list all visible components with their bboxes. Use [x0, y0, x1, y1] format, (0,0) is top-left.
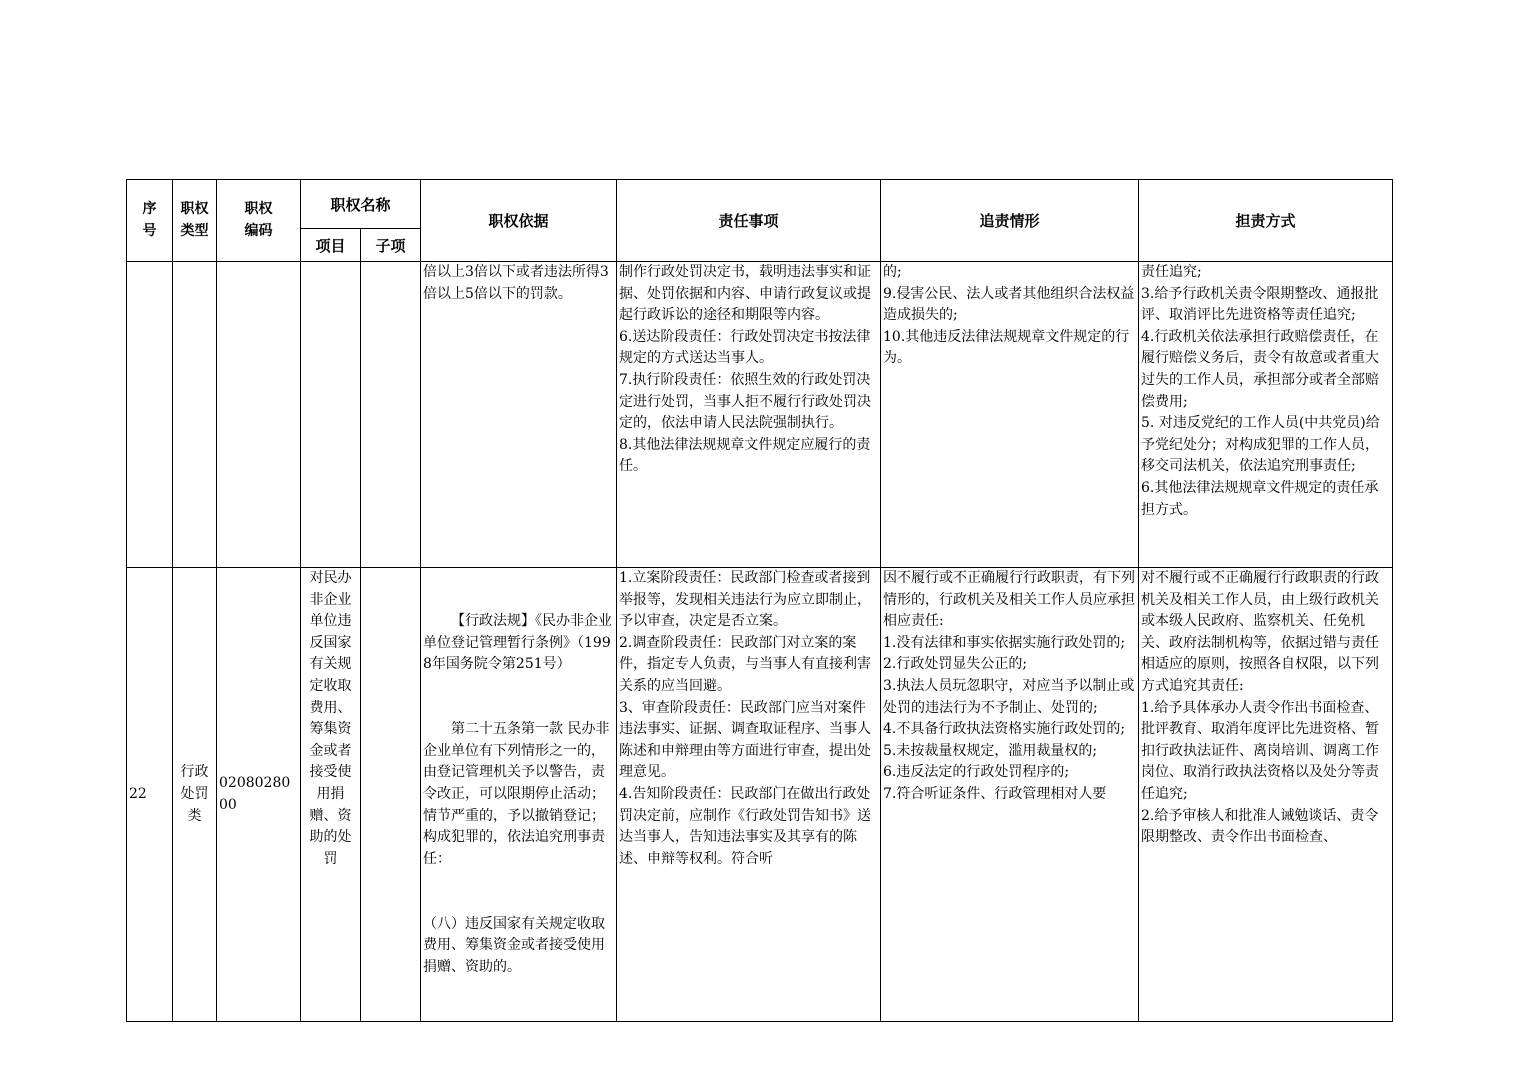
- cell-code: [217, 262, 301, 568]
- cell-seq: [127, 262, 173, 568]
- cell-responsibility: 责任追究; 3.给予行政机关责令限期整改、通报批评、取消评比先进资格等责任追究; 4.行政机关依法承担行政赔偿责任，在履行赔偿义务后，责令有故意或者重大过失的工作人员，承担部分或者全部赔偿费用; 5. 对违反党纪的工作人员(中共党员)给予党纪处分；对构成犯罪的工作人员，移交司法机关，依法追究刑事责任; 6.其他法律法规规章文件规定的责任承担方式。: [1139, 262, 1393, 568]
- table-header-row: [127, 180, 1393, 229]
- powers-responsibility-table: [126, 179, 1393, 1022]
- header-code: 职权 编码: [217, 180, 301, 262]
- header-type: 职权 类型: [173, 180, 217, 262]
- cell-responsibility: 对不履行或不正确履行行政职责的行政机关及相关工作人员，由上级行政机关或本级人民政府、监察机关、任免机关、政府法制机构等，依据过错与责任相适应的原则，按照各自权限，以下列方式追究其责任: 1.给予具体承办人责令作出书面检查、批评教育、取消年度评比先进资格、暂扣行政执法证件、离岗培训、调离工作岗位、取消行政执法资格以及处分等责任追究; 2.给予审核人和批准人诫勉谈话、责令限期整改、责令作出书面检查、: [1139, 568, 1393, 1022]
- cell-subitem: [361, 568, 421, 1022]
- cell-code: 0208028000: [217, 568, 301, 1022]
- cell-type: 行政 处罚 类: [173, 568, 217, 1022]
- basis-paragraph: 第二十五条第一款 民办非企业单位有下列情形之一的，由登记管理机关予以警告，责令改正，可以限期停止活动；情节严重的，予以撤销登记；构成犯罪的，依法追究刑事责任：: [423, 721, 610, 867]
- header-duty: 责任事项: [617, 180, 881, 262]
- table-row: [127, 568, 1393, 1022]
- basis-paragraph: 【行政法规】《民办非企业单位登记管理暂行条例》（1998年国务院令第251号）: [423, 613, 613, 673]
- header-accountability: 追责情形: [881, 180, 1139, 262]
- cell-basis: 倍以上3倍以下或者违法所得3倍以上5倍以下的罚款。: [421, 262, 617, 568]
- cell-item: 对民办非企业单位违反国家有关规定收取费用、筹集资金或者接受使用捐赠、资助的处罚: [301, 568, 361, 1022]
- basis-paragraph: （八）违反国家有关规定收取费用、筹集资金或者接受使用捐赠、资助的。: [423, 915, 606, 975]
- header-seq: 序 号: [127, 180, 173, 262]
- header-subitem: 子项: [361, 229, 421, 262]
- cell-basis: [421, 568, 617, 1022]
- header-basis: 职权依据: [421, 180, 617, 262]
- cell-accountability: 因不履行或不正确履行行政职责，有下列情形的，行政机关及相关工作人员应承担相应责任: 1.没有法律和事实依据实施行政处罚的; 2.行政处罚显失公正的; 3.执法人员玩忽职守，对应当予以制止或处罚的违法行为不予制止、处罚的; 4.不具备行政执法资格实施行政处罚的; 5.未按裁量权规定，滥用裁量权的; 6.违反法定的行政处罚程序的; 7.符合听证条件、行政管理相对人要: [881, 568, 1139, 1022]
- header-responsibility: 担责方式: [1139, 180, 1393, 262]
- cell-accountability: 的; 9.侵害公民、法人或者其他组织合法权益造成损失的; 10.其他违反法律法规规章文件规定的行为。: [881, 262, 1139, 568]
- cell-item: [301, 262, 361, 568]
- table-row: [127, 262, 1393, 568]
- page: [126, 179, 1392, 1022]
- cell-duty: 制作行政处罚决定书，载明违法事实和证据、处罚依据和内容、申请行政复议或提起行政诉讼的途径和期限等内容。 6.送达阶段责任：行政处罚决定书按法律规定的方式送达当事人。 7.执行阶段责任：依照生效的行政处罚决定进行处罚，当事人拒不履行行政处罚决定的，依法申请人民法院强制执行。 8.其他法律法规规章文件规定应履行的责任。: [617, 262, 881, 568]
- header-item: 项目: [301, 229, 361, 262]
- cell-type: [173, 262, 217, 568]
- cell-subitem: [361, 262, 421, 568]
- cell-seq: 22: [127, 568, 173, 1022]
- cell-duty: 1.立案阶段责任：民政部门检查或者接到举报等，发现相关违法行为应立即制止，予以审查，决定是否立案。 2.调查阶段责任：民政部门对立案的案件，指定专人负责，与当事人有直接利害关系的应当回避。 3、审查阶段责任：民政部门应当对案件违法事实、证据、调查取证程序、当事人陈述和申辩理由等方面进行审查，提出处理意见。 4.告知阶段责任：民政部门在做出行政处罚决定前，应制作《行政处罚告知书》送达当事人，告知违法事实及其享有的陈述、申辩等权利。符合听: [617, 568, 881, 1022]
- header-name: 职权名称: [301, 180, 421, 229]
